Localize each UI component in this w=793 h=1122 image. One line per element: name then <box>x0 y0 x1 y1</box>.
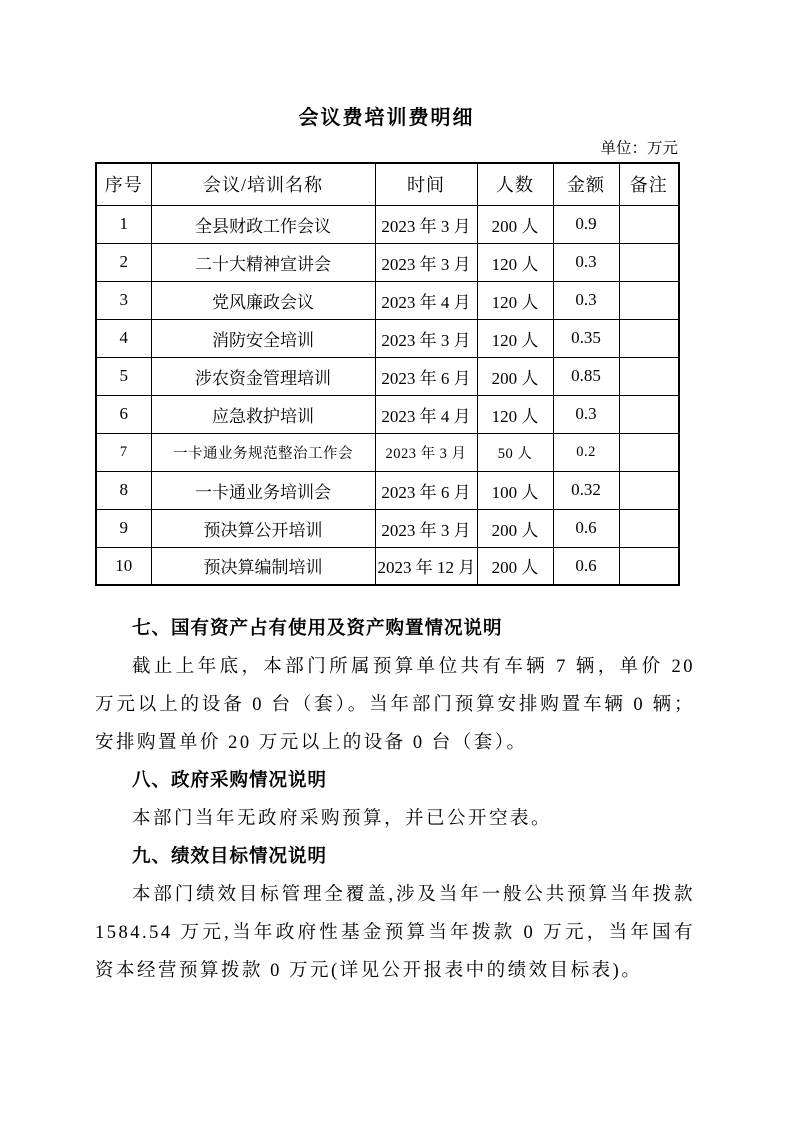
table-cell-name: 应急救护培训 <box>151 395 375 433</box>
table-cell-name: 预决算编制培训 <box>151 547 375 585</box>
table-cell-note <box>619 547 679 585</box>
table-cell-name: 全县财政工作会议 <box>151 205 375 243</box>
table-row <box>96 433 679 471</box>
table-row <box>96 319 679 357</box>
table-cell-time: 2023 年 3 月 <box>375 243 477 281</box>
table-cell-no: 6 <box>96 395 151 433</box>
table-cell-time: 2023 年 3 月 <box>375 509 477 547</box>
table-cell-name: 二十大精神宣讲会 <box>151 243 375 281</box>
table-cell-people: 200 人 <box>477 509 553 547</box>
table-cell-time: 2023 年 3 月 <box>375 205 477 243</box>
section-paragraph: 本部门绩效目标管理全覆盖,涉及当年一般公共预算当年拨款 1584.54 万元,当年政府性基金预算当年拨款 0 万元，当年国有资本经营预算拨款 0 万元(详见公开报表中的绩效目标表)。 <box>95 885 695 981</box>
document-content <box>95 104 695 990</box>
section-heading: 七、国有资产占有使用及资产购置情况说明 <box>132 618 503 639</box>
table-cell-people: 120 人 <box>477 319 553 357</box>
table-cell-no: 8 <box>96 471 151 509</box>
table-cell-time: 2023 年 3 月 <box>375 319 477 357</box>
section-heading: 八、政府采购情况说明 <box>132 770 328 791</box>
column-header: 备注 <box>619 163 679 205</box>
table-cell-amount: 0.32 <box>553 471 619 509</box>
table-cell-time: 2023 年 3 月 <box>375 433 477 471</box>
table-cell-people: 120 人 <box>477 281 553 319</box>
table-cell-people: 200 人 <box>477 547 553 585</box>
table-cell-name: 一卡通业务规范整治工作会 <box>151 433 375 471</box>
table-cell-time: 2023 年 12 月 <box>375 547 477 585</box>
table-cell-note <box>619 357 679 395</box>
table-row <box>96 471 679 509</box>
table-cell-note <box>619 319 679 357</box>
table-cell-note <box>619 433 679 471</box>
table-cell-time: 2023 年 4 月 <box>375 395 477 433</box>
table-cell-amount: 0.6 <box>553 547 619 585</box>
table-cell-people: 50 人 <box>477 433 553 471</box>
section-paragraph: 本部门当年无政府采购预算，并已公开空表。 <box>132 809 553 829</box>
table-cell-amount: 0.85 <box>553 357 619 395</box>
column-header: 会议/培训名称 <box>151 163 375 205</box>
table-cell-no: 7 <box>96 433 151 471</box>
unit-label: 单位：万元 <box>600 140 678 157</box>
table-row <box>96 205 679 243</box>
notes-text-block <box>95 610 695 990</box>
table-cell-no: 5 <box>96 357 151 395</box>
table-cell-people: 120 人 <box>477 395 553 433</box>
table-cell-note <box>619 509 679 547</box>
table-cell-note <box>619 243 679 281</box>
table-cell-amount: 0.3 <box>553 243 619 281</box>
table-cell-amount: 0.3 <box>553 395 619 433</box>
table-cell-name: 预决算公开培训 <box>151 509 375 547</box>
table-cell-note <box>619 471 679 509</box>
table-cell-no: 9 <box>96 509 151 547</box>
table-cell-amount: 0.2 <box>553 433 619 471</box>
table-header-row <box>96 163 679 205</box>
table-cell-no: 10 <box>96 547 151 585</box>
table-cell-people: 120 人 <box>477 243 553 281</box>
table-cell-amount: 0.3 <box>553 281 619 319</box>
table-cell-note <box>619 281 679 319</box>
table-row <box>96 395 679 433</box>
table-cell-amount: 0.35 <box>553 319 619 357</box>
column-header: 金额 <box>553 163 619 205</box>
table-cell-name: 一卡通业务培训会 <box>151 471 375 509</box>
table-cell-no: 3 <box>96 281 151 319</box>
table-row <box>96 243 679 281</box>
table-cell-people: 100 人 <box>477 471 553 509</box>
section-heading: 九、绩效目标情况说明 <box>132 846 328 867</box>
table-cell-no: 4 <box>96 319 151 357</box>
table-cell-note <box>619 395 679 433</box>
table-row <box>96 357 679 395</box>
meeting-training-fee-table <box>95 162 680 586</box>
table-cell-people: 200 人 <box>477 205 553 243</box>
table-cell-people: 200 人 <box>477 357 553 395</box>
table-row <box>96 509 679 547</box>
column-header: 人数 <box>477 163 553 205</box>
table-cell-time: 2023 年 6 月 <box>375 471 477 509</box>
section-paragraph: 截止上年底，本部门所属预算单位共有车辆 7 辆，单价 20 万元以上的设备 0 台（套）。当年部门预算安排购置车辆 0 辆；安排购置单价 20 万元以上的设备 0 台（套）。 <box>95 657 695 753</box>
table-cell-name: 涉农资金管理培训 <box>151 357 375 395</box>
table-cell-amount: 0.9 <box>553 205 619 243</box>
column-header: 时间 <box>375 163 477 205</box>
table-cell-amount: 0.6 <box>553 509 619 547</box>
table-cell-time: 2023 年 6 月 <box>375 357 477 395</box>
table-row <box>96 281 679 319</box>
table-row <box>96 547 679 585</box>
table-cell-no: 2 <box>96 243 151 281</box>
column-header: 序号 <box>96 163 151 205</box>
table-cell-name: 党风廉政会议 <box>151 281 375 319</box>
table-cell-no: 1 <box>96 205 151 243</box>
page-title: 会议费培训费明细 <box>298 105 475 129</box>
table-cell-name: 消防安全培训 <box>151 319 375 357</box>
table-cell-note <box>619 205 679 243</box>
table-cell-time: 2023 年 4 月 <box>375 281 477 319</box>
